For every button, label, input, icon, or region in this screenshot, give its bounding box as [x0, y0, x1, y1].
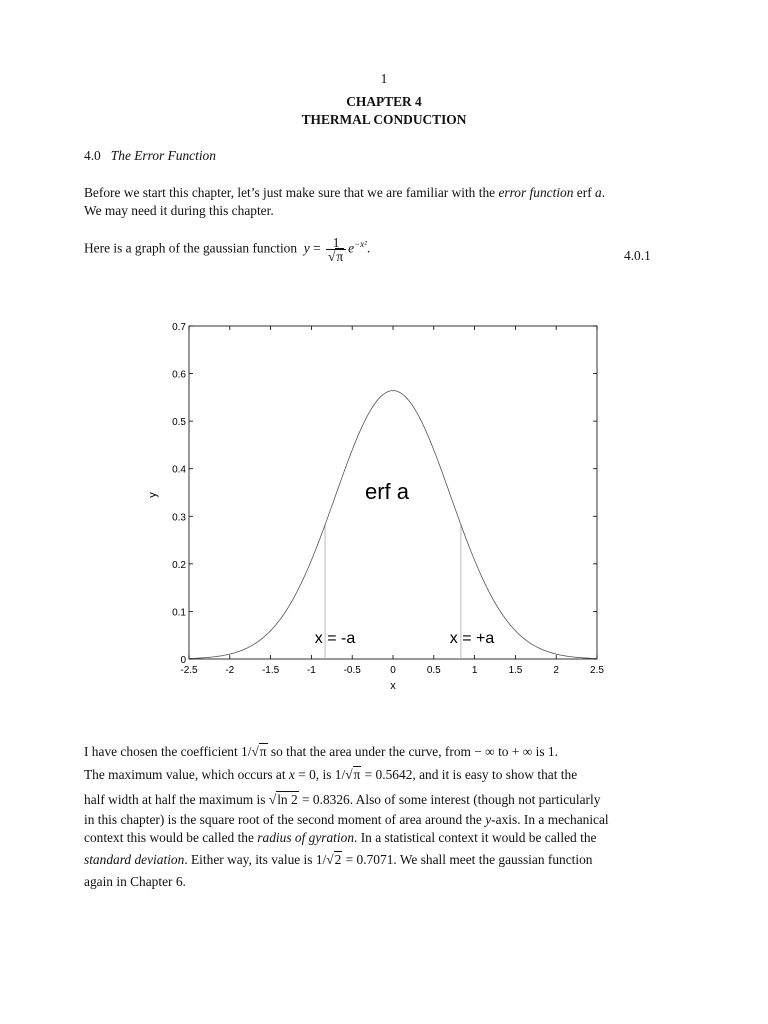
equation-numerator: 1	[326, 236, 346, 250]
y-tick-label: 0.1	[172, 607, 186, 619]
intro-line-1	[84, 185, 605, 201]
y-tick-label: 0.2	[172, 559, 186, 571]
x-tick-label: -1	[306, 665, 316, 676]
annotation-erf: erf a	[364, 479, 410, 504]
equation-line	[84, 236, 370, 263]
section-heading	[84, 148, 216, 164]
annotation-right: x = +a	[449, 630, 495, 647]
y-tick-label: 0	[180, 655, 186, 666]
x-tick-label: -1.5	[261, 665, 280, 676]
x-tick-label: 2	[553, 665, 559, 676]
x-tick-label: -2	[225, 665, 235, 676]
equation-number: 4.0.1	[624, 248, 651, 263]
x-tick-label: 1	[471, 665, 478, 676]
x-tick-label: -0.5	[343, 665, 361, 676]
y-tick-label: 0.7	[172, 322, 186, 333]
equation-denominator: √π	[328, 249, 344, 264]
gaussian-chart	[147, 315, 620, 695]
intro-text-c: .	[601, 185, 606, 200]
intro-text-a: Before we start this chapter, let’s just make sure that we are familiar with the	[84, 185, 499, 200]
x-axis-label: x	[390, 680, 396, 692]
page-number: 1	[380, 71, 388, 86]
equation-end: .	[366, 240, 371, 256]
body-line-5: context this would be called the radius of gyration. In a statistical context it would be called the	[84, 830, 597, 845]
gaussian-curve	[189, 391, 597, 659]
annotation-left: x = -a	[314, 630, 356, 647]
equation-exponent: −x²	[354, 239, 367, 250]
x-tick-label: 2.5	[590, 665, 604, 676]
y-tick-label: 0.4	[172, 464, 186, 476]
chapter-title: THERMAL CONDUCTION	[301, 112, 467, 127]
equation-lead: Here is a graph of the gaussian function	[84, 240, 298, 256]
intro-text-b: erf	[573, 185, 596, 200]
equation-exp-base: e	[348, 240, 355, 256]
body-line-3: half width at half the maximum is √ln 2 = 0.8326. Also of some interest (though not particularly	[84, 792, 601, 807]
equation-fraction	[326, 236, 346, 263]
section-number: 4.0	[84, 148, 101, 163]
body-line-1: I have chosen the coefficient 1/√π so that the area under the curve, from − ∞ to + ∞ is 1.	[84, 744, 558, 759]
x-tick-label: 0.5	[426, 665, 441, 676]
intro-italic: error function	[498, 185, 574, 200]
chapter-heading: CHAPTER 4	[346, 94, 422, 109]
equation-equals: =	[313, 240, 321, 256]
equation-lhs: y	[303, 240, 310, 256]
y-tick-label: 0.3	[172, 512, 186, 524]
y-tick-label: 0.6	[172, 369, 186, 381]
y-tick-label: 0.5	[172, 417, 186, 429]
intro-var: a	[595, 185, 602, 200]
y-axis-label: y	[147, 492, 159, 498]
x-tick-label: -2.5	[180, 665, 198, 676]
intro-line-2: We may need it during this chapter.	[84, 203, 274, 218]
x-tick-label: 1.5	[508, 665, 523, 676]
body-line-4: in this chapter) is the square root of the second moment of area around the y-axis. In a mechanical	[84, 812, 609, 827]
body-line-6: standard deviation. Either way, its value is 1/√2 = 0.7071. We shall meet the gaussian function	[84, 852, 593, 867]
x-tick-label: 0	[390, 665, 396, 676]
body-line-7: again in Chapter 6.	[84, 874, 186, 889]
body-line-2: The maximum value, which occurs at x = 0, is 1/√π = 0.5642, and it is easy to show that the	[84, 767, 578, 782]
section-title: The Error Function	[110, 148, 216, 163]
